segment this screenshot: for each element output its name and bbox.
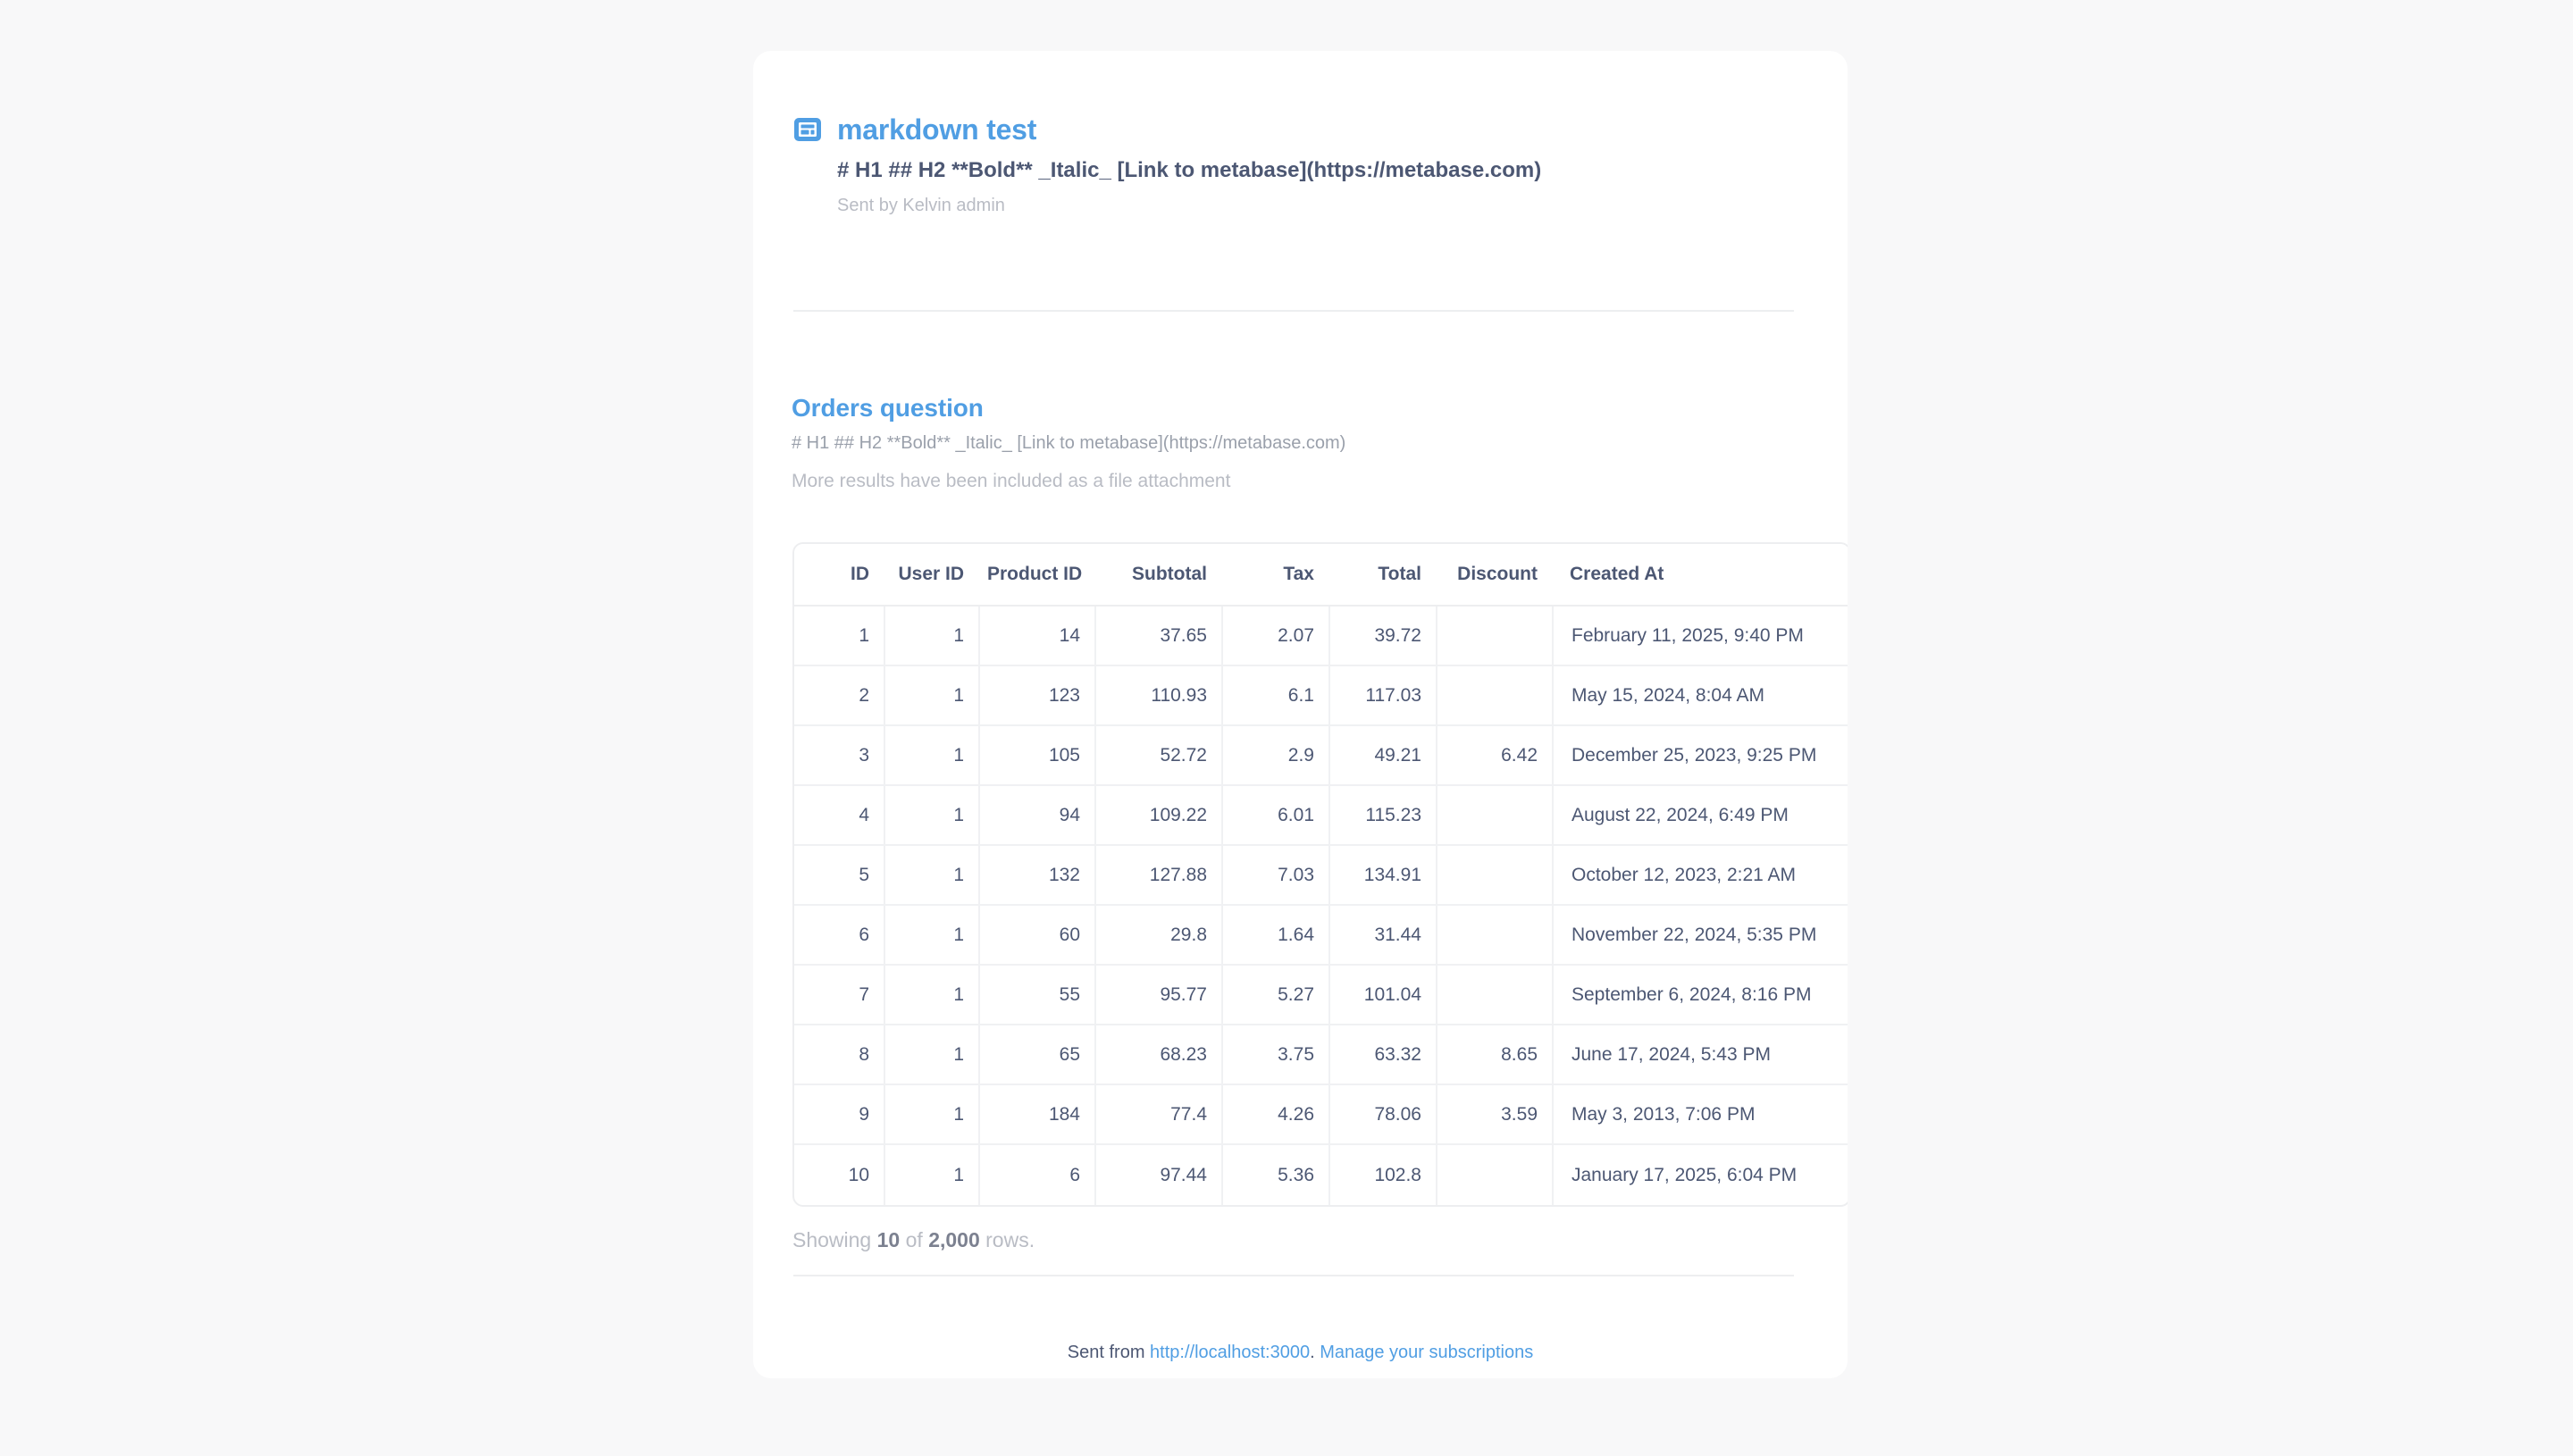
table-cell: 1: [884, 607, 978, 666]
table-cell: [1436, 966, 1552, 1025]
table-cell: 29.8: [1094, 906, 1221, 966]
table-cell: 1: [884, 1085, 978, 1145]
table-cell: 49.21: [1328, 726, 1436, 786]
table-cell: 1: [884, 786, 978, 846]
table-cell: [1436, 666, 1552, 726]
table-cell: 60: [978, 906, 1094, 966]
table-cell: 115.23: [1328, 786, 1436, 846]
dashboard-title[interactable]: markdown test: [837, 113, 1037, 146]
showing-prefix: Showing: [792, 1228, 877, 1251]
results-table-body: [794, 607, 1848, 1205]
table-row: [794, 1145, 1848, 1205]
table-cell: 97.44: [1094, 1145, 1221, 1205]
dashboard-icon: [793, 115, 822, 144]
column-header-id[interactable]: ID: [794, 544, 884, 607]
table-row: [794, 1085, 1848, 1145]
results-table: [792, 542, 1848, 1207]
table-cell: 68.23: [1094, 1025, 1221, 1085]
table-row: [794, 966, 1848, 1025]
table-cell: 3.59: [1436, 1085, 1552, 1145]
table-cell: 123: [978, 666, 1094, 726]
table-cell: 65: [978, 1025, 1094, 1085]
column-header-total[interactable]: Total: [1328, 544, 1436, 607]
table-cell: 52.72: [1094, 726, 1221, 786]
table-row: [794, 846, 1848, 906]
table-cell: 6.42: [1436, 726, 1552, 786]
footer-sent-from-label: Sent from: [1067, 1343, 1151, 1362]
table-cell: 1: [884, 1145, 978, 1205]
email-footer: [753, 1342, 1848, 1363]
table-cell: 127.88: [1094, 846, 1221, 906]
table-cell: 55: [978, 966, 1094, 1025]
table-cell: 94: [978, 786, 1094, 846]
attachment-note: More results have been included as a file attachment: [792, 470, 1231, 491]
column-header-tax[interactable]: Tax: [1221, 544, 1328, 607]
footer-instance-url-link[interactable]: http://localhost:3000: [1150, 1343, 1311, 1362]
table-cell: February 11, 2025, 9:40 PM: [1552, 607, 1848, 666]
showing-suffix: rows.: [979, 1228, 1035, 1251]
table-cell: September 6, 2024, 8:16 PM: [1552, 966, 1848, 1025]
subscription-email-card: [753, 51, 1848, 1378]
table-cell: June 17, 2024, 5:43 PM: [1552, 1025, 1848, 1085]
table-row: [794, 607, 1848, 666]
table-cell: 37.65: [1094, 607, 1221, 666]
table-row: [794, 786, 1848, 846]
table-row: [794, 906, 1848, 966]
table-cell: 5.27: [1221, 966, 1328, 1025]
table-cell: 8: [794, 1025, 884, 1085]
dashboard-title-row: [793, 115, 1848, 144]
table-cell: 4.26: [1221, 1085, 1328, 1145]
table-cell: 1: [884, 846, 978, 906]
table-cell: 6: [978, 1145, 1094, 1205]
table-cell: 101.04: [1328, 966, 1436, 1025]
table-cell: 2.9: [1221, 726, 1328, 786]
table-cell: 1.64: [1221, 906, 1328, 966]
table-cell: November 22, 2024, 5:35 PM: [1552, 906, 1848, 966]
dashboard-sent-by: Sent by Kelvin admin: [837, 196, 1005, 215]
table-cell: [1436, 846, 1552, 906]
showing-count: 10: [876, 1228, 901, 1251]
table-cell: 117.03: [1328, 666, 1436, 726]
table-cell: 6.01: [1221, 786, 1328, 846]
table-cell: 184: [978, 1085, 1094, 1145]
column-header-subtotal[interactable]: Subtotal: [1094, 544, 1221, 607]
column-header-user-id[interactable]: User ID: [884, 544, 978, 607]
table-cell: 2: [794, 666, 884, 726]
table-cell: 3: [794, 726, 884, 786]
table-cell: 5.36: [1221, 1145, 1328, 1205]
column-header-product-id[interactable]: Product ID: [978, 544, 1094, 607]
dashboard-header: [793, 115, 1848, 216]
table-cell: 4: [794, 786, 884, 846]
results-table-container: [792, 542, 1848, 1207]
table-row: [794, 666, 1848, 726]
table-cell: 1: [884, 726, 978, 786]
table-cell: October 12, 2023, 2:21 AM: [1552, 846, 1848, 906]
table-header-row: [794, 544, 1848, 607]
table-cell: 105: [978, 726, 1094, 786]
table-cell: 9: [794, 1085, 884, 1145]
table-cell: 78.06: [1328, 1085, 1436, 1145]
header-divider: [793, 310, 1794, 312]
table-cell: 1: [884, 666, 978, 726]
showing-total: 2,000: [928, 1228, 980, 1251]
table-cell: 3.75: [1221, 1025, 1328, 1085]
table-cell: May 3, 2013, 7:06 PM: [1552, 1085, 1848, 1145]
table-cell: 6: [794, 906, 884, 966]
manage-subscriptions-link[interactable]: Manage your subscriptions: [1320, 1343, 1534, 1362]
table-cell: 1: [884, 966, 978, 1025]
showing-rows-status: [792, 1228, 1035, 1253]
table-cell: 102.8: [1328, 1145, 1436, 1205]
table-cell: 5: [794, 846, 884, 906]
table-cell: 31.44: [1328, 906, 1436, 966]
table-cell: August 22, 2024, 6:49 PM: [1552, 786, 1848, 846]
footer-separator: .: [1310, 1343, 1320, 1362]
table-cell: 10: [848, 1164, 869, 1185]
table-cell: [1436, 786, 1552, 846]
table-cell: January 17, 2025, 6:04 PM: [1552, 1145, 1848, 1205]
table-cell: 1: [794, 607, 884, 666]
table-cell: 7: [794, 966, 884, 1025]
table-row: [794, 726, 1848, 786]
table-cell: 39.72: [1328, 607, 1436, 666]
table-cell: 2.07: [1221, 607, 1328, 666]
table-cell: 95.77: [1094, 966, 1221, 1025]
table-cell: [1436, 1145, 1552, 1205]
table-row: [794, 1025, 1848, 1085]
table-cell: 77.4: [1094, 1085, 1221, 1145]
question-markdown-description: # H1 ## H2 **Bold** _Italic_ [Link to metabase](https://metabase.com): [792, 432, 1346, 453]
table-cell: 134.91: [1328, 846, 1436, 906]
table-cell: 6.1: [1221, 666, 1328, 726]
table-cell: 63.32: [1328, 1025, 1436, 1085]
table-cell: 7.03: [1221, 846, 1328, 906]
dashboard-markdown-description: # H1 ## H2 **Bold** _Italic_ [Link to metabase](https://metabase.com): [837, 158, 1542, 182]
table-cell: [1436, 906, 1552, 966]
table-cell: 14: [978, 607, 1094, 666]
column-header-discount[interactable]: Discount: [1436, 544, 1552, 607]
question-section: [792, 395, 1848, 493]
table-cell: 1: [884, 906, 978, 966]
table-cell: [1436, 607, 1552, 666]
table-cell: 1: [884, 1025, 978, 1085]
column-header-created-at[interactable]: Created At: [1552, 544, 1848, 607]
table-cell: 8.65: [1436, 1025, 1552, 1085]
results-table-header: [794, 544, 1848, 607]
table-cell: December 25, 2023, 9:25 PM: [1552, 726, 1848, 786]
table-cell: 109.22: [1094, 786, 1221, 846]
showing-middle: of: [900, 1228, 929, 1251]
question-title[interactable]: Orders question: [792, 394, 984, 422]
table-cell: 110.93: [1094, 666, 1221, 726]
footer-divider: [793, 1275, 1794, 1276]
table-cell: 132: [978, 846, 1094, 906]
table-cell: May 15, 2024, 8:04 AM: [1552, 666, 1848, 726]
